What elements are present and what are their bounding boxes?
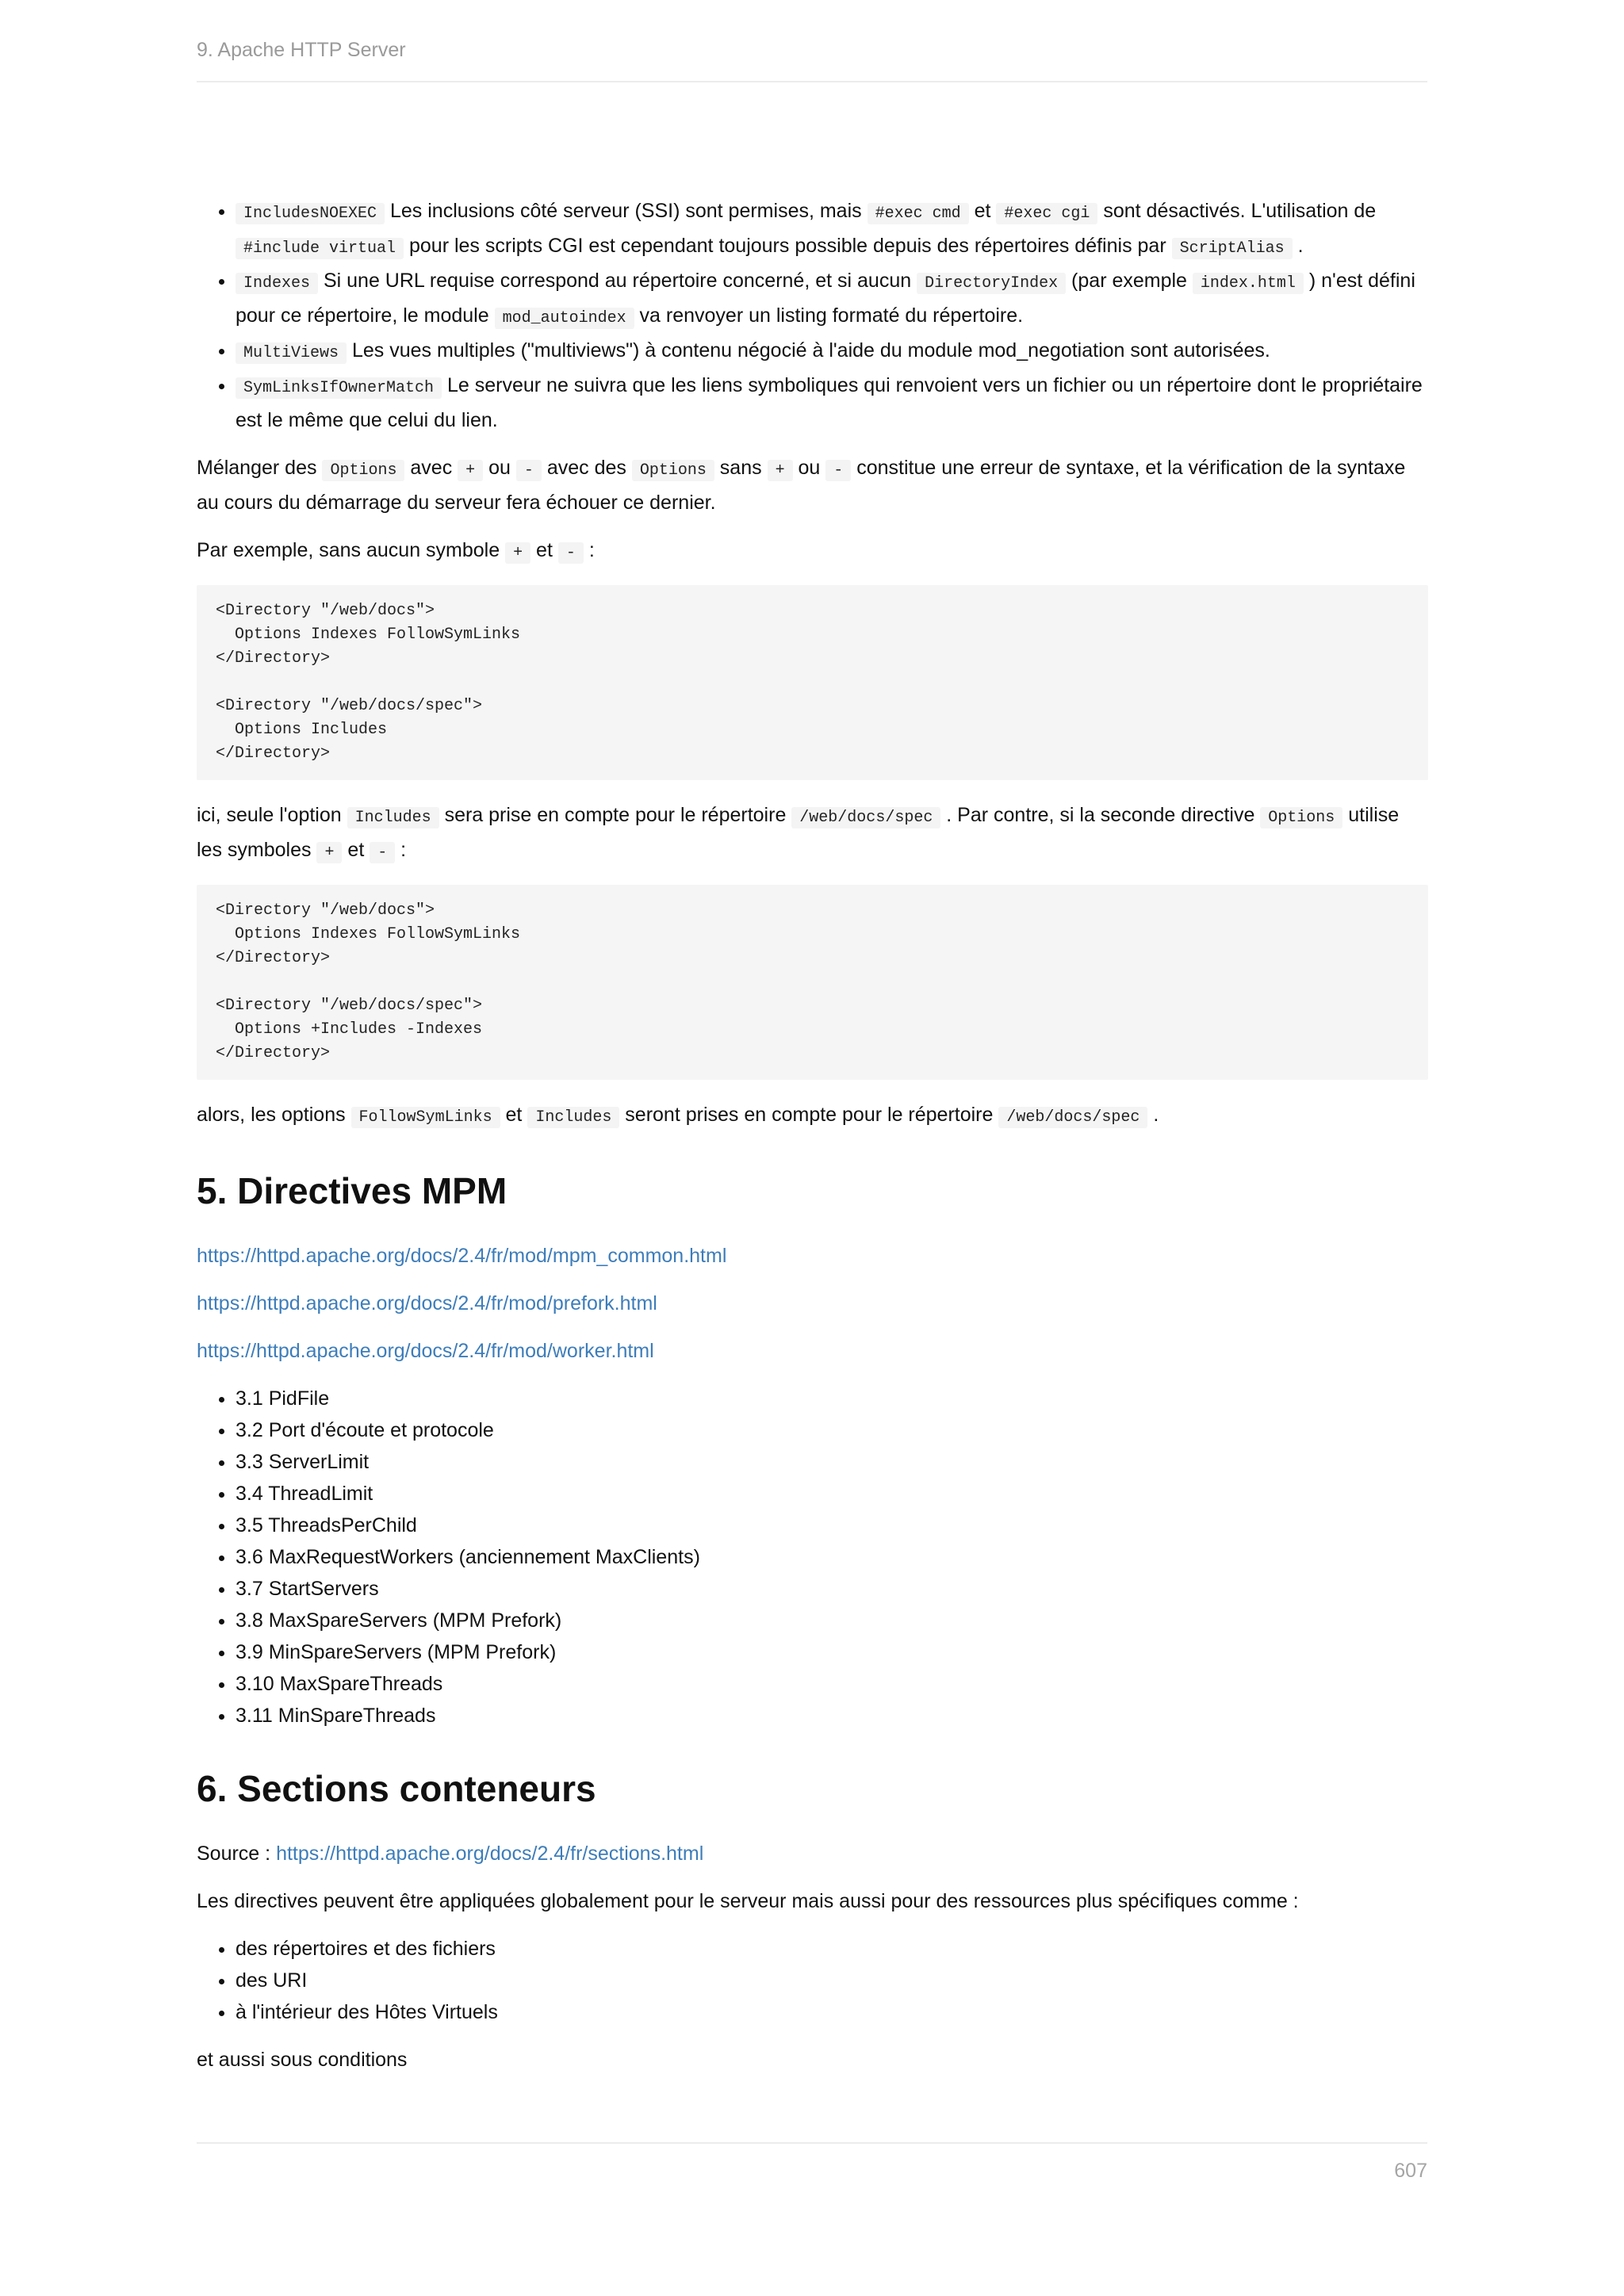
text-run: ou [483, 457, 516, 479]
list-item: • des URI [236, 1965, 1428, 1996]
inline-code: ScriptAlias [1172, 238, 1293, 259]
text-run: . [1292, 235, 1304, 257]
inline-code: #include virtual [236, 238, 404, 259]
inline-code: + [768, 460, 793, 481]
options-list [197, 195, 1428, 436]
text-run: alors, les options [197, 1104, 351, 1126]
option-item [236, 369, 1428, 436]
text-run: sont désactivés. L'utilisation de [1097, 200, 1377, 222]
list-item: • des répertoires et des fichiers [236, 1933, 1428, 1965]
list-item: • 3.2 Port d'écoute et protocole [236, 1414, 1428, 1446]
paragraph-example [197, 534, 1428, 569]
option-name: SymLinksIfOwnerMatch [236, 377, 442, 399]
inline-code: mod_autoindex [495, 308, 634, 329]
link-mpm-common[interactable]: https://httpd.apache.org/docs/2.4/fr/mod/mpm_common.html [197, 1245, 727, 1267]
list-item: • 3.7 StartServers [236, 1573, 1428, 1605]
footer-divider [197, 2142, 1427, 2144]
inline-code: + [458, 460, 483, 481]
section-6-outro: et aussi sous conditions [197, 2049, 408, 2071]
text-run: : [395, 839, 407, 861]
text-run: et [968, 200, 997, 222]
text-run: ou [792, 457, 826, 479]
inline-code: Options [1260, 807, 1342, 828]
text-run: Si une URL requise correspond au répertoire concerné, et si aucun [318, 270, 917, 292]
text-run: Le serveur ne suivra que les liens symboliques qui renvoient vers un fichier ou un répertoire dont le propriétaire est le même que celui du lien. [236, 374, 1423, 431]
text-run: avec des [541, 457, 632, 479]
option-name: Indexes [236, 273, 318, 294]
link-sections[interactable]: https://httpd.apache.org/docs/2.4/fr/sections.html [276, 1843, 704, 1865]
inline-code: index.html [1193, 273, 1304, 294]
paragraph-here [197, 799, 1428, 869]
inline-code: Includes [347, 807, 439, 828]
link-paragraph [197, 1288, 1428, 1319]
section-5-heading: 5. Directives MPM [197, 1170, 508, 1211]
text-run: . [1147, 1104, 1159, 1126]
text-run: : [583, 539, 595, 561]
text-run: ) n'est défini pour ce répertoire, le module [236, 270, 1415, 327]
text-run: Par exemple, sans aucun symbole [197, 539, 506, 561]
list-item: • 3.3 ServerLimit [236, 1446, 1428, 1478]
list-item: • 3.6 MaxRequestWorkers (anciennement MaxClients) [236, 1541, 1428, 1573]
page-number: 607 [1394, 2160, 1427, 2182]
section-6-heading: 6. Sections conteneurs [197, 1768, 596, 1809]
mpm-directives-list [197, 1383, 1428, 1732]
code-block-1: <Directory "/web/docs"> Options Indexes FollowSymLinks </Directory> <Directory "/web/docs/spec"> Options Includes </Directory> [197, 585, 1428, 780]
option-item [236, 265, 1428, 335]
list-item: • 3.8 MaxSpareServers (MPM Prefork) [236, 1605, 1428, 1636]
text-run: utilise les symboles [197, 804, 1400, 861]
code-block-2: <Directory "/web/docs"> Options Indexes FollowSymLinks </Directory> <Directory "/web/docs/spec"> Options +Includes -Indexes </Directory> [197, 885, 1428, 1080]
inline-code: #exec cmd [868, 203, 969, 224]
inline-code: + [316, 842, 342, 863]
paragraph-then [197, 1099, 1428, 1134]
inline-code: - [558, 542, 584, 564]
text-run: Les inclusions côté serveur (SSI) sont permises, mais [385, 200, 868, 222]
list-item: • 3.5 ThreadsPerChild [236, 1510, 1428, 1541]
resources-list [197, 1933, 1428, 2028]
link-prefork[interactable]: https://httpd.apache.org/docs/2.4/fr/mod/prefork.html [197, 1292, 657, 1314]
text-run: seront prises en compte pour le répertoire [619, 1104, 999, 1126]
text-run: . Par contre, si la seconde directive [940, 804, 1261, 826]
inline-code: DirectoryIndex [917, 273, 1066, 294]
inline-code: - [516, 460, 542, 481]
text-run: et [500, 1104, 528, 1126]
inline-code: FollowSymLinks [351, 1107, 500, 1128]
inline-code: + [505, 542, 530, 564]
list-item: • 3.9 MinSpareServers (MPM Prefork) [236, 1636, 1428, 1668]
inline-code: Options [322, 460, 404, 481]
text-run: sera prise en compte pour le répertoire [439, 804, 792, 826]
list-item: • 3.4 ThreadLimit [236, 1478, 1428, 1510]
text-run: Les vues multiples ("multiviews") à contenu négocié à l'aide du module mod_negotiation sont autorisées. [347, 339, 1270, 362]
text-run: et [530, 539, 558, 561]
inline-code: /web/docs/spec [998, 1107, 1147, 1128]
running-header: 9. Apache HTTP Server [197, 35, 1427, 82]
link-paragraph [197, 1335, 1428, 1367]
paragraph-mixing-options [197, 452, 1428, 519]
option-name: MultiViews [236, 342, 347, 364]
list-item: • à l'intérieur des Hôtes Virtuels [236, 1996, 1428, 2028]
source-label: Source : [197, 1843, 277, 1865]
inline-code: - [370, 842, 395, 863]
inline-code: #exec cgi [996, 203, 1097, 224]
inline-code: Options [632, 460, 714, 481]
inline-code: /web/docs/spec [791, 807, 940, 828]
page-content [197, 195, 1428, 2076]
inline-code: - [825, 460, 851, 481]
list-item: • 3.1 PidFile [236, 1383, 1428, 1414]
list-item: • 3.11 MinSpareThreads [236, 1700, 1428, 1732]
text-run: avec [404, 457, 458, 479]
text-run: constitue une erreur de syntaxe, et la vérification de la syntaxe au cours du démarrage du serveur fera échouer ce dernier. [197, 457, 1406, 514]
list-item: • 3.10 MaxSpareThreads [236, 1668, 1428, 1700]
option-item [236, 335, 1428, 369]
text-run: va renvoyer un listing formaté du répertoire. [634, 304, 1024, 327]
option-item [236, 195, 1428, 265]
inline-code: Includes [527, 1107, 619, 1128]
link-paragraph [197, 1240, 1428, 1272]
text-run: ici, seule l'option [197, 804, 347, 826]
text-run: sans [714, 457, 768, 479]
text-run: pour les scripts CGI est cependant toujours possible depuis des répertoires définis par [404, 235, 1172, 257]
text-run: et [342, 839, 370, 861]
text-run: (par exemple [1066, 270, 1193, 292]
link-worker[interactable]: https://httpd.apache.org/docs/2.4/fr/mod/worker.html [197, 1340, 654, 1362]
section-6-intro: Les directives peuvent être appliquées globalement pour le serveur mais aussi pour des ressources plus spécifiques comme : [197, 1890, 1299, 1912]
option-name: IncludesNOEXEC [236, 203, 385, 224]
source-paragraph [197, 1838, 1428, 1869]
text-run: Mélanger des [197, 457, 323, 479]
